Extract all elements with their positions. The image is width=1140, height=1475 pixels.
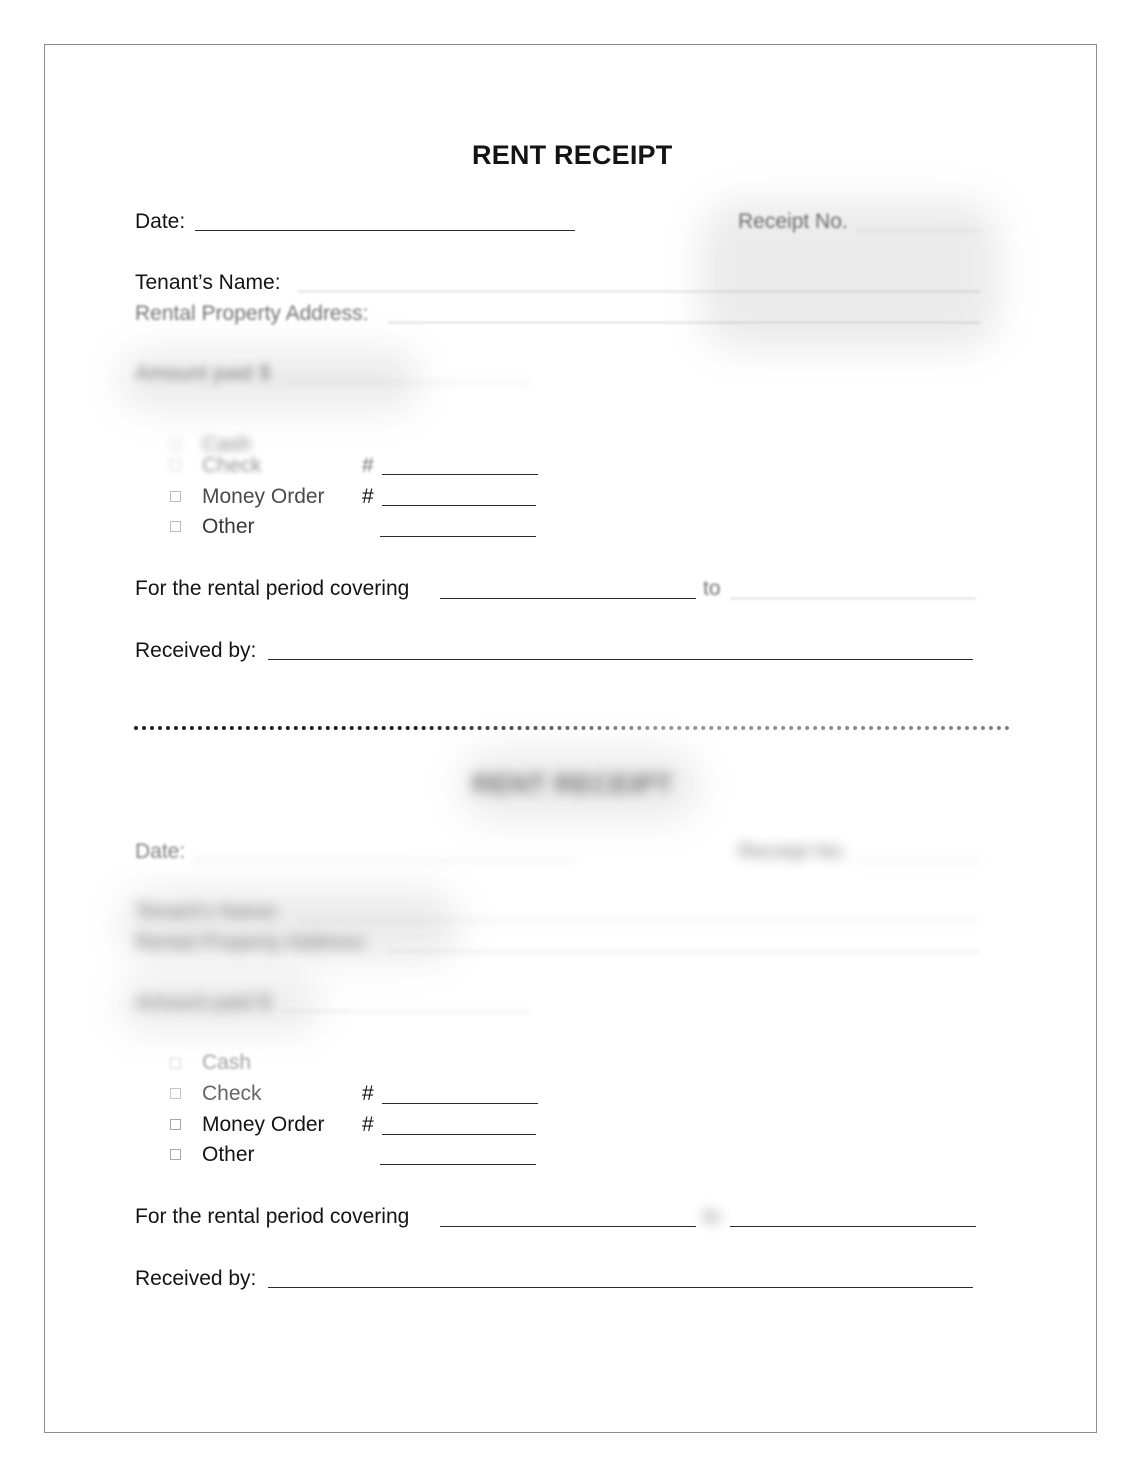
receipt-no-field[interactable] (856, 230, 981, 231)
cash-checkbox[interactable] (170, 1058, 181, 1069)
tenant-name-field[interactable] (298, 291, 980, 292)
money-order-number-field[interactable] (382, 505, 536, 506)
cut-line-fade (420, 722, 1020, 736)
check-number-field[interactable] (382, 1103, 538, 1104)
receipt-title: RENT RECEIPT (472, 769, 673, 799)
other-label: Other (202, 1143, 255, 1166)
amount-paid-field[interactable] (282, 1011, 530, 1012)
check-number-hash: # (362, 1082, 374, 1105)
received-by-field[interactable] (268, 659, 973, 660)
date-label: Date: (135, 840, 186, 863)
other-checkbox[interactable] (170, 521, 181, 532)
cash-checkbox[interactable] (170, 440, 181, 451)
money-order-checkbox[interactable] (170, 491, 181, 502)
address-field[interactable] (388, 951, 980, 952)
money-order-number-hash: # (362, 485, 374, 508)
tenant-name-field[interactable] (298, 920, 980, 921)
check-number-field[interactable] (382, 474, 538, 475)
amount-paid-field[interactable] (282, 382, 532, 383)
other-field[interactable] (380, 1164, 536, 1165)
rental-period-start-field[interactable] (440, 1226, 696, 1227)
tenant-name-label: Tenant’s Name: (135, 900, 281, 923)
check-number-hash: # (362, 454, 374, 477)
other-field[interactable] (380, 536, 536, 537)
date-field[interactable] (195, 860, 575, 861)
check-checkbox[interactable] (170, 1088, 181, 1099)
address-label: Rental Property Address: (135, 302, 369, 325)
rental-period-to-label: to (703, 577, 721, 600)
date-label: Date: (135, 210, 186, 233)
date-field[interactable] (195, 230, 575, 231)
money-order-number-field[interactable] (382, 1134, 536, 1135)
rental-period-end-field[interactable] (730, 1226, 976, 1227)
check-label: Check (202, 1082, 262, 1105)
rental-period-end-field[interactable] (730, 598, 976, 599)
money-order-label: Money Order (202, 1113, 325, 1136)
money-order-number-hash: # (362, 1113, 374, 1136)
receipt-title: RENT RECEIPT (472, 140, 673, 170)
amount-paid-label: Amount paid $ (135, 991, 271, 1014)
receipt-no-field[interactable] (856, 860, 981, 861)
other-label: Other (202, 515, 255, 538)
address-label: Rental Property Address: (135, 931, 369, 954)
other-checkbox[interactable] (170, 1149, 181, 1160)
receipt-no-label: Receipt No. (738, 210, 848, 233)
rental-period-label: For the rental period covering (135, 1205, 410, 1228)
cash-label: Cash (202, 1051, 252, 1074)
money-order-checkbox[interactable] (170, 1119, 181, 1130)
cash-label: Cash (202, 433, 252, 456)
receipt-no-label: Receipt No. (738, 840, 848, 863)
check-label: Check (202, 454, 262, 477)
received-by-label: Received by: (135, 1267, 257, 1290)
address-field[interactable] (388, 322, 980, 323)
money-order-label: Money Order (202, 485, 325, 508)
received-by-label: Received by: (135, 639, 257, 662)
tenant-name-label: Tenant’s Name: (135, 271, 281, 294)
rental-period-start-field[interactable] (440, 598, 696, 599)
rental-period-label: For the rental period covering (135, 577, 410, 600)
check-checkbox[interactable] (170, 460, 181, 471)
received-by-field[interactable] (268, 1287, 973, 1288)
rental-period-to-label: to (703, 1205, 721, 1228)
amount-paid-label: Amount paid $ (135, 362, 271, 385)
